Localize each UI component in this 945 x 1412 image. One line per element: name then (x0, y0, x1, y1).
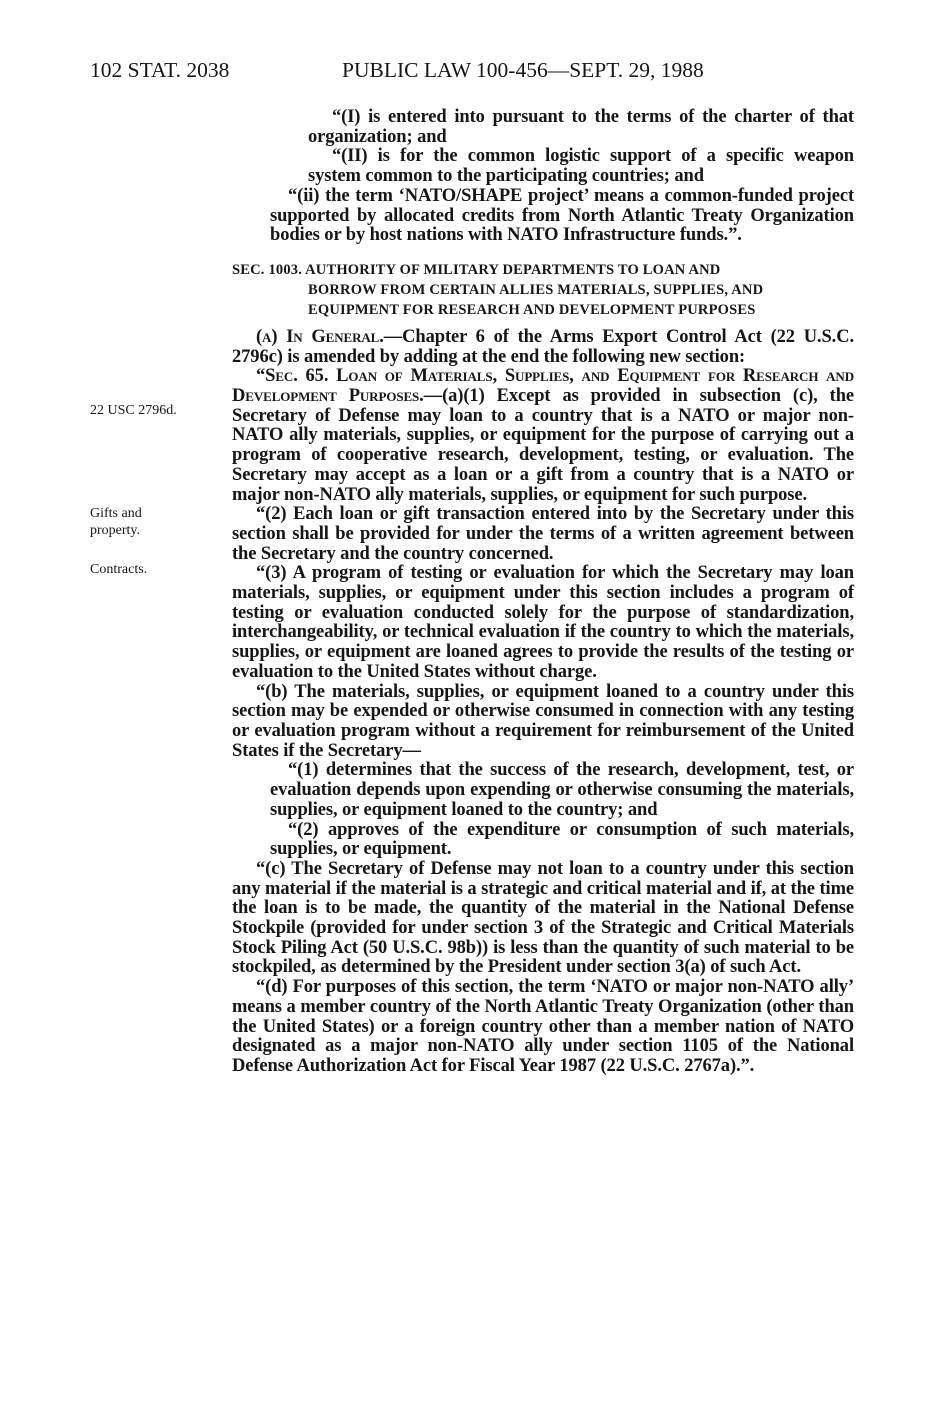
subsection-a-text: —Chapter 6 of the Arms Export Control Act (22 U.S.C. 2796c) is amended by adding at the end the following new section: (232, 326, 854, 367)
paragraph-a3: “(3) A program of testing or evaluation for which the Secretary may loan materials, supplies, or equipment under this section includes a program of testing or evaluation conducted solely for the purpose of standardization, interchangeability, or technical evaluation if the country to which the materials, supplies, or equipment are loaned agrees to provide the results of the testing or evaluation to the United States without charge. (232, 563, 854, 682)
margin-note-usc: 22 USC 2796d. (90, 403, 177, 418)
section-heading-line-2: BORROW FROM CERTAIN ALLIES MATERIALS, SUPPLIES, AND (308, 281, 764, 298)
page-header (90, 58, 860, 88)
paragraph-a2: “(2) Each loan or gift transaction entered into by the Secretary under this section shall be provided for under the terms of a written agreement between the Secretary and the country concerned. (232, 504, 854, 564)
margin-note-contracts: Contracts. (90, 562, 148, 577)
clause-i: “(I) is entered into pursuant to the terms of the charter of that organization; and (308, 107, 854, 147)
statute-page-number: 102 STAT. 2038 (90, 58, 230, 82)
paragraph-d: “(d) For purposes of this section, the term ‘NATO or major non-NATO ally’ means a member country of the North Atlantic Treaty Organization (other than the United States) or a foreign country other than a member nation of NATO designated as a major non-NATO ally under section 1105 of the National Defense Authorization Act for Fiscal Year 1987 (22 U.S.C. 2767a).”. (232, 977, 854, 1076)
subsection-a-general (232, 328, 854, 367)
section-65-heading: “Sec. 65. Loan of Materials, Supplies, and Equipment for Research and Development Purposes. (232, 366, 854, 407)
margin-note-gifts: Gifts and property. (90, 506, 142, 538)
section-heading-line-1: SEC. 1003. AUTHORITY OF MILITARY DEPARTMENTS TO LOAN AND (232, 261, 721, 278)
section-heading (232, 260, 854, 320)
paragraph-b2: “(2) approves of the expenditure or consumption of such materials, supplies, or equipment. (270, 819, 854, 860)
clause-ii-nato-shape: “(ii) the term ‘NATO/SHAPE project’ means a common-funded project supported by allocated credits from North Atlantic Treaty Organization bodies or by host nations with NATO Infrastructure funds.”. (270, 185, 854, 246)
section-65-text: —(a)(1) Except as provided in subsection (c), the Secretary of Defense may loan to a country that is a NATO or major non-NATO ally materials, supplies, or equipment for the purpose of carrying out a program of cooperative research, development, testing, or evaluation. The Secretary may accept as a loan or a gift from a country that is a NATO or major non-NATO ally materials, supplies, or equipment for such purpose. (232, 386, 854, 505)
document-body (232, 108, 854, 1077)
section-heading-line-3: EQUIPMENT FOR RESEARCH AND DEVELOPMENT PURPOSES (308, 301, 756, 318)
section-65-paragraph (232, 367, 854, 505)
paragraph-b: “(b) The materials, supplies, or equipment loaned to a country under this section may be expended or otherwise consumed in connection with any testing or evaluation program without a requirement for reimbursement of the United States if the Secretary— (232, 681, 854, 761)
paragraph-b1: “(1) determines that the success of the research, development, test, or evaluation depends upon expending or otherwise consuming the materials, supplies, or equipment loaned to the country; and (270, 760, 854, 820)
public-law-citation: PUBLIC LAW 100-456—SEPT. 29, 1988 (342, 58, 704, 82)
paragraph-c: “(c) The Secretary of Defense may not loan to a country under this section any material if the material is a strategic and critical material and if, at the time the loan is to be made, the quantity of the material in the National Defense Stockpile (provided for under section 3 of the Strategic and Critical Materials Stock Piling Act (50 U.S.C. 98b)) is less than the quantity of such material to be stockpiled, as determined by the President under section 3(a) of such Act. (232, 858, 854, 978)
clause-ii-roman: “(II) is for the common logistic support of a specific weapon system common to the participating countries; and (308, 146, 854, 187)
subsection-a-label: (a) In General. (256, 326, 384, 347)
